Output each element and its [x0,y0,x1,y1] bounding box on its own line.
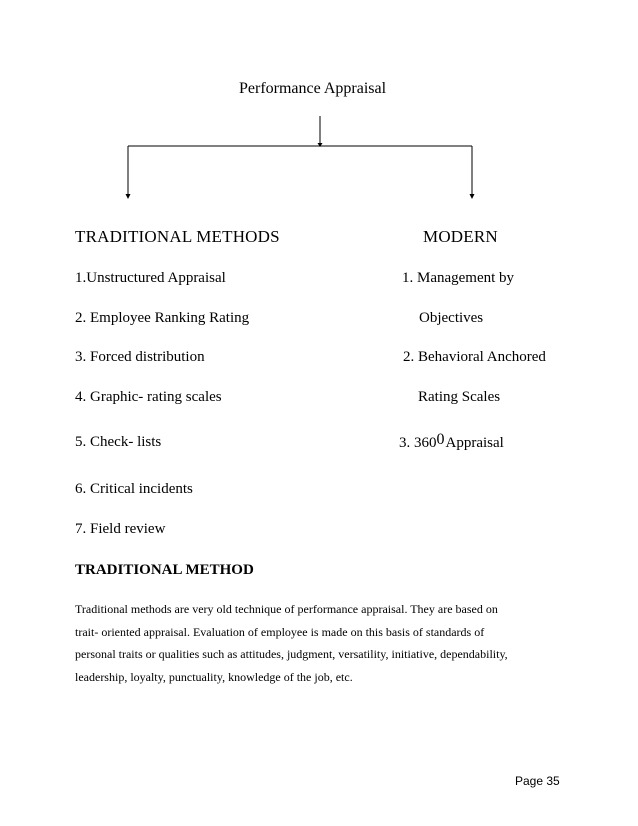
paragraph-line: trait- oriented appraisal. Evaluation of employee is made on this basis of standards of [75,625,485,639]
section-heading: TRADITIONAL METHOD [75,562,254,578]
left-arrowhead [126,194,131,199]
diagram-title: Performance Appraisal [239,80,387,97]
paragraph-line: leadership, loyalty, punctuality, knowledge of the job, etc. [75,670,353,684]
traditional-item: 3. Forced distribution [75,349,205,365]
modern-item: 2. Behavioral Anchored [403,349,546,365]
traditional-methods-heading: TRADITIONAL METHODS [75,227,280,246]
modern-item-suffix: Appraisal [445,435,504,451]
degree-superscript: 0 [436,431,445,448]
page-number: Page 35 [515,774,560,788]
traditional-item: 5. Check- lists [75,434,162,450]
modern-methods-heading: MODERN [423,227,498,246]
modern-item: 1. Management by [402,270,515,286]
modern-item-continuation: Objectives [419,310,484,326]
modern-item-360-appraisal [399,431,504,452]
right-arrowhead [470,194,475,199]
modern-item-continuation: Rating Scales [418,389,501,405]
traditional-item: 2. Employee Ranking Rating [75,310,250,326]
traditional-item: 7. Field review [75,521,166,537]
traditional-item: 6. Critical incidents [75,481,193,497]
modern-item-prefix: 3. 360 [399,435,437,451]
traditional-item: 4. Graphic- rating scales [75,389,222,405]
paragraph-line: personal traits or qualities such as attitudes, judgment, versatility, initiative, dependability, [75,647,508,661]
traditional-item: 1.Unstructured Appraisal [75,270,226,286]
paragraph-line: Traditional methods are very old technique of performance appraisal. They are based on [75,602,498,616]
